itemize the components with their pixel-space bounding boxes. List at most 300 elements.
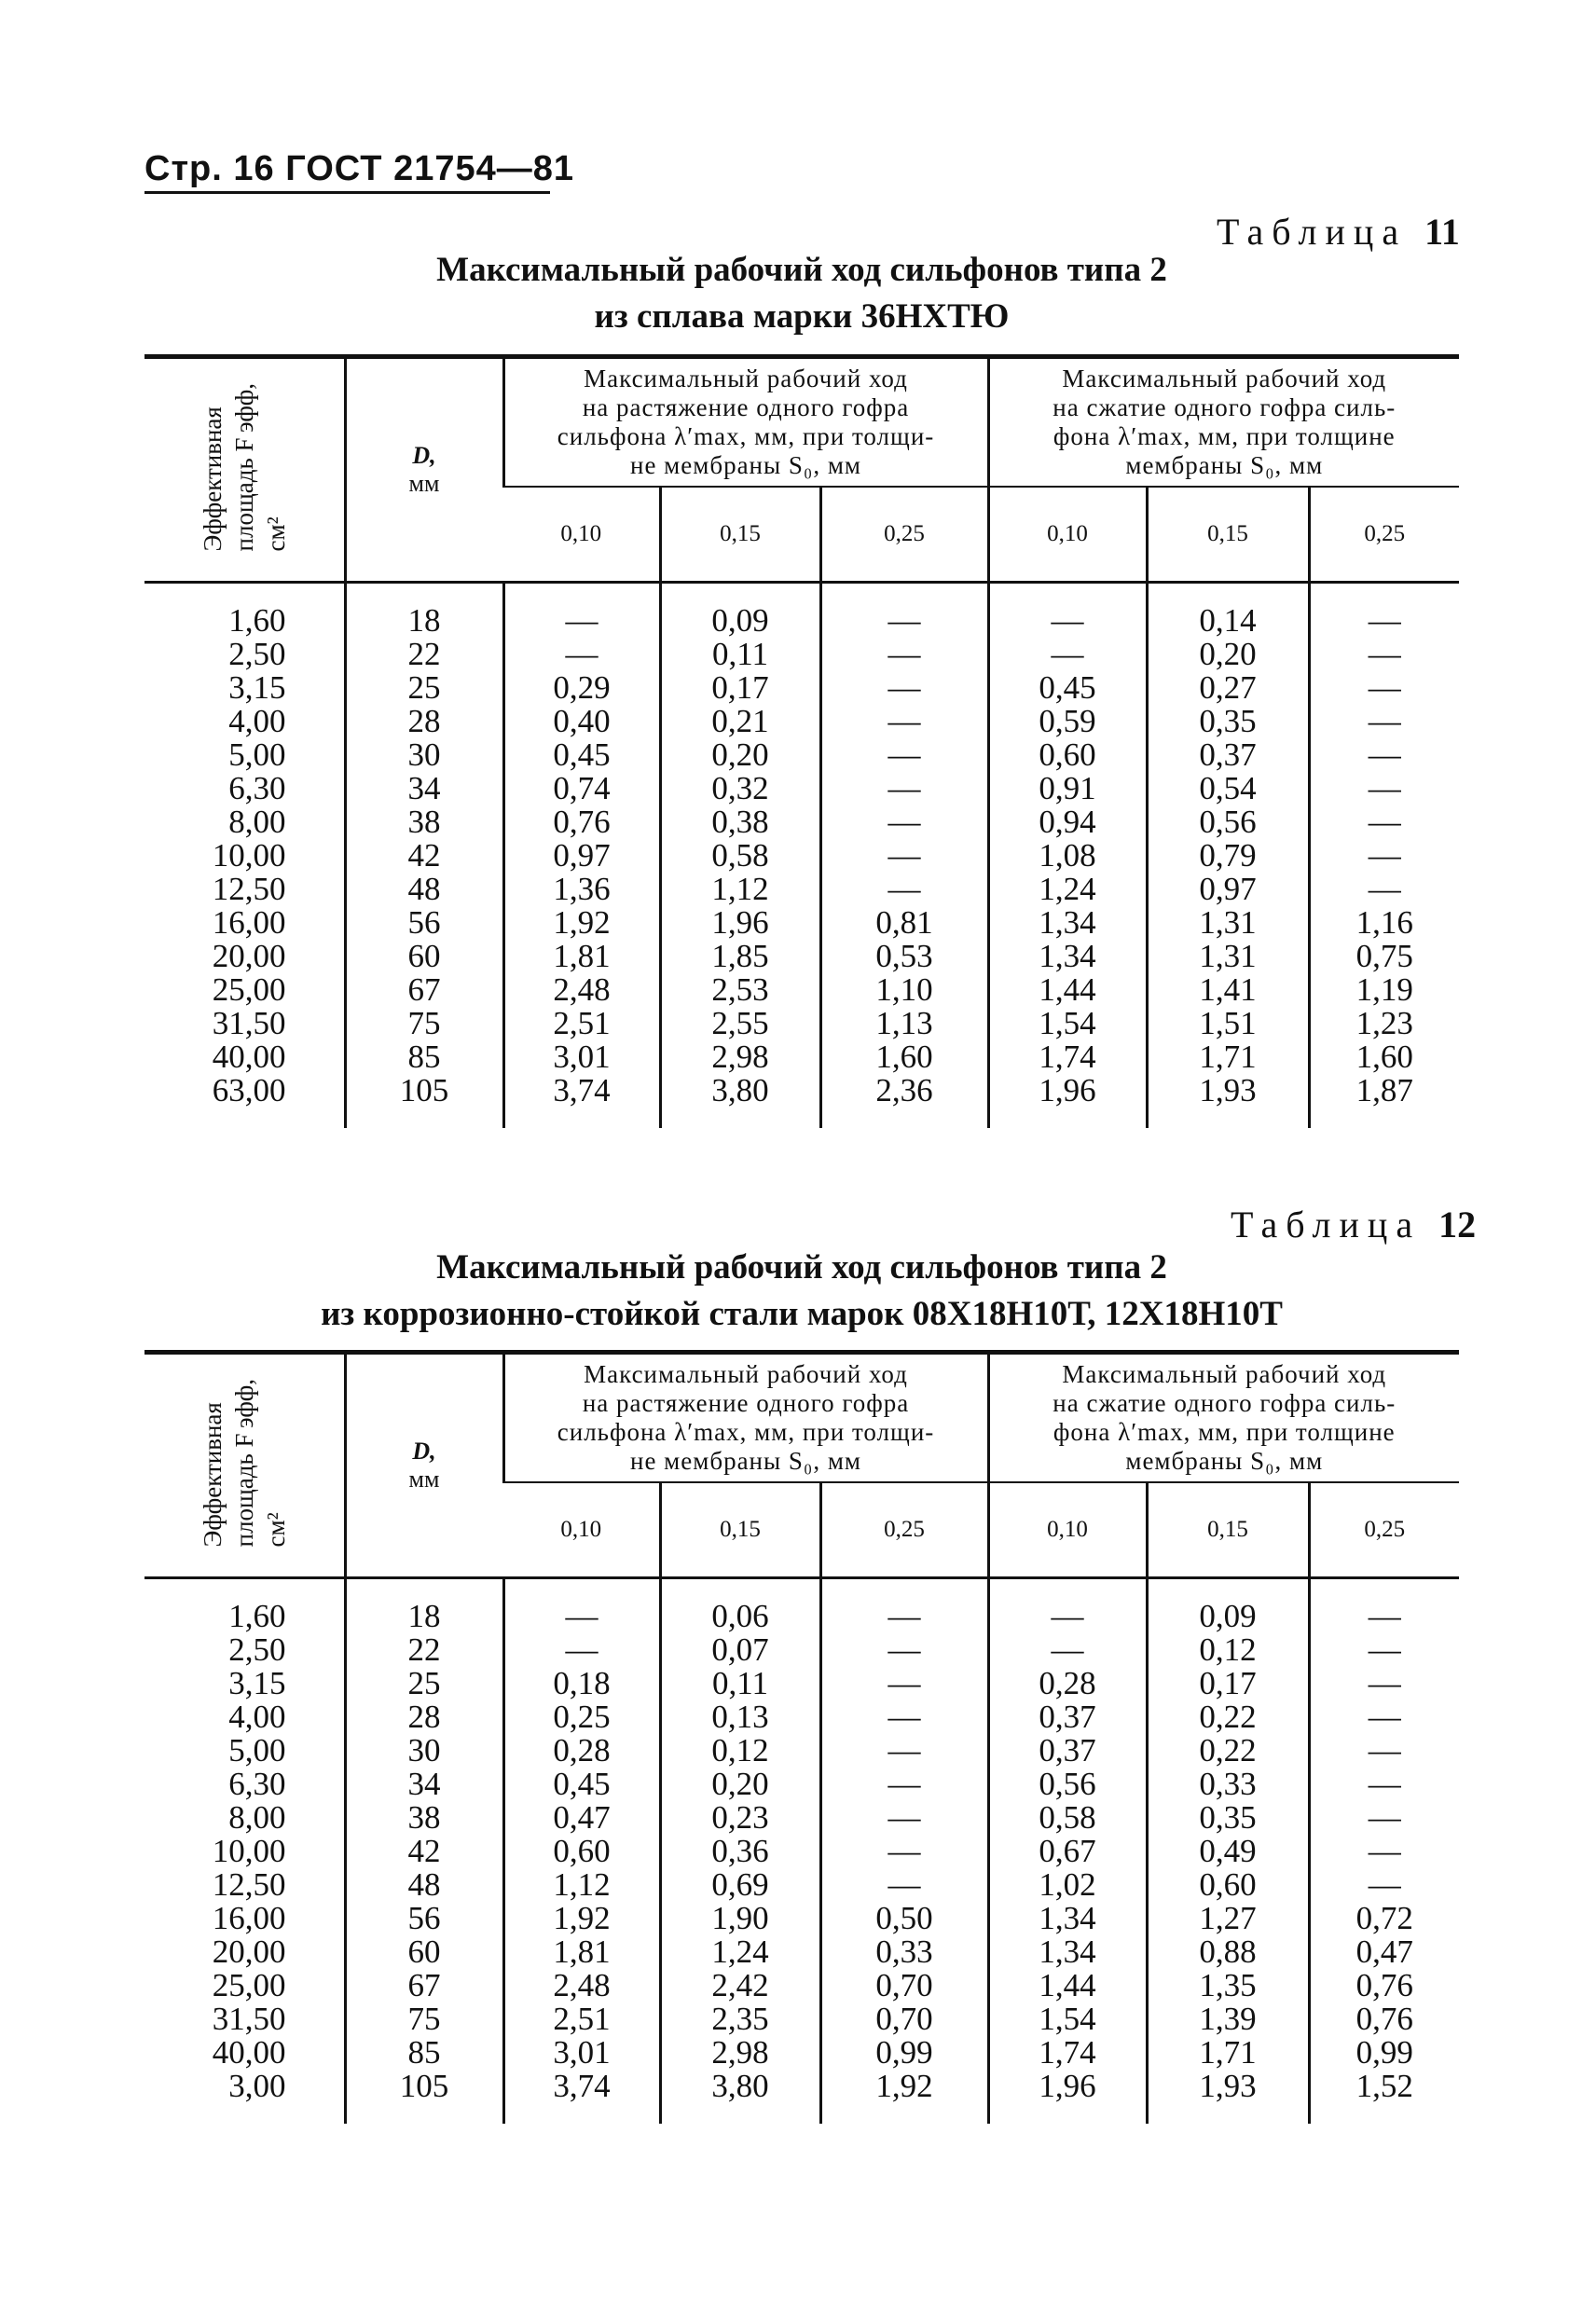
- table12-label-word: Таблица: [1231, 1204, 1422, 1245]
- table-cell: 0,76: [1355, 2001, 1413, 2037]
- table-cell: 4,00: [228, 703, 286, 739]
- table-cell: —: [887, 703, 921, 739]
- diameter-column: [345, 1578, 503, 2125]
- table-cell: 0,54: [1199, 770, 1257, 806]
- table-cell: 10,00: [212, 837, 286, 874]
- area-header-cell: [144, 357, 345, 583]
- compression-header-line-1: Максимальный рабочий ход: [1062, 1360, 1387, 1388]
- table-body-row: [144, 1578, 1459, 2125]
- table-cell: 2,50: [228, 636, 286, 672]
- table-cell: 8,00: [228, 1799, 286, 1836]
- thickness-header: 0,10: [988, 487, 1147, 583]
- table-cell: 0,74: [553, 770, 611, 806]
- table-cell: 0,40: [553, 703, 611, 739]
- table-cell: 25: [407, 1665, 441, 1701]
- table-cell: 0,12: [711, 1732, 769, 1768]
- table-cell: 0,59: [1039, 703, 1096, 739]
- table-cell: 3,00: [228, 2068, 286, 2104]
- table-cell: 1,60: [228, 1598, 286, 1634]
- table-cell: 25,00: [212, 971, 286, 1008]
- table-cell: —: [887, 804, 921, 840]
- table-cell: 0,58: [1039, 1799, 1096, 1836]
- table11-caption-line-2: из сплава марки 36НХТЮ: [594, 297, 1010, 336]
- table-cell: 1,60: [1355, 1039, 1413, 1075]
- table-cell: —: [1368, 602, 1401, 639]
- table-cell: —: [1368, 736, 1401, 773]
- area-header-line-3: см²: [261, 1512, 290, 1548]
- table-cell: 1,51: [1199, 1005, 1257, 1041]
- table-cell: 105: [399, 2068, 449, 2104]
- compression-015-column: [1147, 583, 1309, 1129]
- table-cell: 0,35: [1199, 703, 1257, 739]
- table-cell: —: [1368, 1732, 1401, 1768]
- table-cell: 31,50: [212, 1005, 286, 1041]
- table-cell: 0,56: [1039, 1766, 1096, 1802]
- table-cell: —: [887, 602, 921, 639]
- table-cell: 1,74: [1039, 1039, 1096, 1075]
- table-cell: 0,97: [1199, 871, 1257, 907]
- table-cell: 1,54: [1039, 1005, 1096, 1041]
- table-cell: 12,50: [212, 1866, 286, 1903]
- diameter-header-symbol: D,: [412, 1438, 436, 1465]
- compression-header-line-3: фона λ′max, мм, при толщине: [1053, 422, 1396, 450]
- table-cell: 0,60: [1039, 736, 1096, 773]
- area-header: [197, 1379, 292, 1547]
- table-cell: 1,96: [711, 904, 769, 941]
- table-cell: 1,71: [1199, 2034, 1257, 2071]
- diameter-header-symbol: D,: [412, 442, 436, 469]
- table11-number: 11: [1424, 211, 1460, 253]
- table-cell: —: [887, 1833, 921, 1869]
- tension-015-column: [660, 583, 820, 1129]
- tension-header-cell: [503, 357, 988, 488]
- table-cell: 1,34: [1039, 938, 1096, 974]
- table-cell: —: [887, 837, 921, 874]
- table-cell: —: [565, 1598, 598, 1634]
- table-cell: —: [887, 770, 921, 806]
- thickness-header: 0,15: [1147, 1482, 1309, 1578]
- table-cell: 0,20: [711, 736, 769, 773]
- tension-header-line-2: на растяжение одного гофра: [582, 393, 910, 421]
- table-cell: 56: [407, 904, 441, 941]
- table-cell: 0,23: [711, 1799, 769, 1836]
- table-cell: 38: [407, 804, 441, 840]
- table-cell: 1,24: [1039, 871, 1096, 907]
- header-underline: [144, 191, 550, 194]
- table-cell: 1,08: [1039, 837, 1096, 874]
- table-cell: 0,45: [1039, 669, 1096, 706]
- table-cell: —: [1368, 1631, 1401, 1668]
- table-cell: 40,00: [212, 2034, 286, 2071]
- table-cell: —: [887, 1866, 921, 1903]
- compression-025-column: [1309, 1578, 1459, 2125]
- table-cell: 0,21: [711, 703, 769, 739]
- table-cell: 6,30: [228, 770, 286, 806]
- table-cell: 1,52: [1355, 2068, 1413, 2104]
- table-cell: 75: [407, 1005, 441, 1041]
- table-cell: 0,07: [711, 1631, 769, 1668]
- table-cell: —: [1368, 804, 1401, 840]
- diameter-header: [347, 1438, 502, 1493]
- table-cell: —: [1051, 602, 1084, 639]
- compression-025-column: [1309, 583, 1459, 1129]
- table-cell: 1,93: [1199, 1072, 1257, 1108]
- tension-header-line-3: сильфона λ′max, мм, при толщи-: [557, 422, 935, 450]
- table-cell: 0,53: [875, 938, 933, 974]
- table-cell: 1,19: [1355, 971, 1413, 1008]
- table-cell: 0,20: [1199, 636, 1257, 672]
- thickness-header: 0,15: [660, 487, 820, 583]
- table-cell: —: [1368, 837, 1401, 874]
- thickness-header: 0,10: [503, 487, 660, 583]
- diameter-header-unit: мм: [408, 470, 440, 497]
- table-cell: 0,97: [553, 837, 611, 874]
- table-cell: 0,14: [1199, 602, 1257, 639]
- table-cell: 1,81: [553, 938, 611, 974]
- table11-caption-line-1: Максимальный рабочий ход сильфонов типа 2: [436, 251, 1167, 289]
- table-cell: 3,15: [228, 669, 286, 706]
- tension-header-line-2: на растяжение одного гофра: [582, 1389, 910, 1417]
- table-cell: 0,20: [711, 1766, 769, 1802]
- table-cell: —: [887, 636, 921, 672]
- table-cell: 1,34: [1039, 1900, 1096, 1936]
- diameter-header: [347, 442, 502, 498]
- table-cell: 0,33: [875, 1934, 933, 1970]
- table-cell: 1,16: [1355, 904, 1413, 941]
- table-cell: 38: [407, 1799, 441, 1836]
- table-cell: —: [1368, 669, 1401, 706]
- table-cell: 20,00: [212, 938, 286, 974]
- table-cell: 1,87: [1355, 1072, 1413, 1108]
- table-cell: —: [565, 1631, 598, 1668]
- table-cell: 1,92: [875, 2068, 933, 2104]
- table-cell: 1,96: [1039, 1072, 1096, 1108]
- table-cell: 1,27: [1199, 1900, 1257, 1936]
- table-cell: 25,00: [212, 1967, 286, 2003]
- table12-caption-line-2: из коррозионно-стойкой стали марок 08Х18Н10Т, 12Х18Н10Т: [321, 1295, 1283, 1333]
- table-cell: —: [565, 602, 598, 639]
- table-cell: 1,02: [1039, 1866, 1096, 1903]
- table-cell: —: [887, 1766, 921, 1802]
- table-cell: 18: [407, 1598, 441, 1634]
- area-header-line-2: площадь F эфф,: [229, 1379, 258, 1548]
- table-cell: 60: [407, 938, 441, 974]
- thickness-header: 0,25: [820, 487, 988, 583]
- table-cell: 67: [407, 1967, 441, 2003]
- table-cell: 0,29: [553, 669, 611, 706]
- table-cell: 0,36: [711, 1833, 769, 1869]
- table-cell: 75: [407, 2001, 441, 2037]
- table-cell: 3,01: [553, 2034, 611, 2071]
- table-cell: —: [1368, 1598, 1401, 1634]
- table-cell: —: [887, 1799, 921, 1836]
- table-cell: 0,79: [1199, 837, 1257, 874]
- table-cell: 0,37: [1039, 1699, 1096, 1735]
- diameter-header-cell: [345, 1353, 503, 1578]
- table-cell: 1,31: [1199, 938, 1257, 974]
- table-cell: 0,99: [875, 2034, 933, 2071]
- diameter-header-cell: [345, 357, 503, 583]
- table-cell: —: [887, 669, 921, 706]
- table-cell: 1,54: [1039, 2001, 1096, 2037]
- thickness-header: 0,25: [1309, 1482, 1459, 1578]
- table-cell: 2,51: [553, 2001, 611, 2037]
- table-cell: 1,93: [1199, 2068, 1257, 2104]
- table-cell: 0,28: [1039, 1665, 1096, 1701]
- table-cell: 20,00: [212, 1934, 286, 1970]
- table-cell: 2,35: [711, 2001, 769, 2037]
- table-cell: 0,69: [711, 1866, 769, 1903]
- table-cell: 1,34: [1039, 1934, 1096, 1970]
- table-cell: 0,76: [1355, 1967, 1413, 2003]
- table-cell: 0,12: [1199, 1631, 1257, 1668]
- table-cell: 0,45: [553, 1766, 611, 1802]
- table-cell: 0,75: [1355, 938, 1413, 974]
- table-cell: —: [1051, 636, 1084, 672]
- table-cell: 42: [407, 1833, 441, 1869]
- table-cell: 34: [407, 1766, 441, 1802]
- table-cell: —: [887, 871, 921, 907]
- table-cell: 1,12: [711, 871, 769, 907]
- table-cell: 60: [407, 1934, 441, 1970]
- table-cell: 31,50: [212, 2001, 286, 2037]
- table-cell: 1,34: [1039, 904, 1096, 941]
- table-cell: —: [887, 736, 921, 773]
- tension-header-line-4: не мембраны S₀, мм: [630, 1447, 862, 1475]
- table-cell: —: [887, 1631, 921, 1668]
- table-cell: 22: [407, 636, 441, 672]
- area-column: [144, 1578, 345, 2125]
- table-cell: 0,06: [711, 1598, 769, 1634]
- table-cell: 0,56: [1199, 804, 1257, 840]
- table-cell: 0,17: [711, 669, 769, 706]
- table-cell: 1,90: [711, 1900, 769, 1936]
- table-cell: —: [1368, 1766, 1401, 1802]
- tension-header: [505, 1355, 987, 1481]
- table-cell: 1,36: [553, 871, 611, 907]
- table-cell: —: [1368, 703, 1401, 739]
- compression-header-line-4: мембраны S₀, мм: [1125, 451, 1324, 479]
- table-cell: —: [1368, 1833, 1401, 1869]
- table-cell: 0,25: [553, 1699, 611, 1735]
- table-cell: 12,50: [212, 871, 286, 907]
- table-cell: —: [887, 1598, 921, 1634]
- table12: [144, 1350, 1459, 2124]
- table-cell: 3,80: [711, 1072, 769, 1108]
- table-cell: 48: [407, 1866, 441, 1903]
- table-cell: 0,37: [1199, 736, 1257, 773]
- table11-label-word: Таблица: [1217, 211, 1408, 253]
- table-cell: 0,11: [712, 636, 768, 672]
- table12-caption-line-1: Максимальный рабочий ход сильфонов типа 2: [436, 1248, 1167, 1287]
- table-cell: —: [1368, 1866, 1401, 1903]
- compression-015-column: [1147, 1578, 1309, 2125]
- table-cell: 2,42: [711, 1967, 769, 2003]
- table-cell: 1,74: [1039, 2034, 1096, 2071]
- table-cell: 0,60: [553, 1833, 611, 1869]
- table-cell: 25: [407, 669, 441, 706]
- table-cell: 30: [407, 736, 441, 773]
- table11-caption: [144, 247, 1459, 340]
- table-cell: 0,35: [1199, 1799, 1257, 1836]
- table-cell: 1,85: [711, 938, 769, 974]
- area-column: [144, 583, 345, 1129]
- tension-015-column: [660, 1578, 820, 2125]
- thickness-header: 0,25: [1309, 487, 1459, 583]
- table-cell: 3,74: [553, 2068, 611, 2104]
- table-cell: 1,71: [1199, 1039, 1257, 1075]
- table-cell: 0,27: [1199, 669, 1257, 706]
- area-header-cell: [144, 1353, 345, 1578]
- table-cell: 0,17: [1199, 1665, 1257, 1701]
- table-cell: 3,15: [228, 1665, 286, 1701]
- table-cell: 0,70: [875, 1967, 933, 2003]
- tension-025-column: [820, 1578, 988, 2125]
- table-cell: 1,81: [553, 1934, 611, 1970]
- compression-header-line-4: мембраны S₀, мм: [1125, 1447, 1324, 1475]
- table-cell: 1,44: [1039, 1967, 1096, 2003]
- table-cell: 5,00: [228, 1732, 286, 1768]
- area-header: [197, 383, 292, 551]
- page-header: Стр. 16 ГОСТ 21754—81: [144, 149, 575, 188]
- table-cell: 2,48: [553, 971, 611, 1008]
- table-cell: 1,39: [1199, 2001, 1257, 2037]
- table-cell: 0,18: [553, 1665, 611, 1701]
- table-cell: —: [1368, 770, 1401, 806]
- table-cell: 48: [407, 871, 441, 907]
- area-header-line-3: см²: [261, 516, 290, 552]
- table-cell: 0,32: [711, 770, 769, 806]
- table-cell: 85: [407, 1039, 441, 1075]
- table-cell: 56: [407, 1900, 441, 1936]
- table-cell: 0,76: [553, 804, 611, 840]
- table12-label: [1231, 1203, 1476, 1246]
- table-cell: 0,50: [875, 1900, 933, 1936]
- thickness-header: 0,10: [503, 1482, 660, 1578]
- table-cell: 1,13: [875, 1005, 933, 1041]
- table-cell: 0,22: [1199, 1732, 1257, 1768]
- table-cell: 0,91: [1039, 770, 1096, 806]
- thickness-header: 0,25: [820, 1482, 988, 1578]
- table-cell: 40,00: [212, 1039, 286, 1075]
- area-header-line-2: площадь F эфф,: [229, 383, 258, 552]
- tension-010-column: [503, 583, 660, 1129]
- table12-number: 12: [1438, 1204, 1477, 1245]
- table-cell: 0,47: [553, 1799, 611, 1836]
- table-cell: 2,53: [711, 971, 769, 1008]
- table-cell: 1,24: [711, 1934, 769, 1970]
- table-cell: 1,10: [875, 971, 933, 1008]
- table-cell: 1,12: [553, 1866, 611, 1903]
- table-cell: 4,00: [228, 1699, 286, 1735]
- table-cell: 0,49: [1199, 1833, 1257, 1869]
- table-cell: 63,00: [212, 1072, 286, 1108]
- table-cell: 0,38: [711, 804, 769, 840]
- tension-header-cell: [503, 1353, 988, 1483]
- table-cell: —: [1051, 1598, 1084, 1634]
- table-cell: —: [1368, 871, 1401, 907]
- table-cell: 105: [399, 1072, 449, 1108]
- area-header-line-1: Эффективная: [198, 406, 227, 552]
- table-cell: 0,99: [1355, 2034, 1413, 2071]
- table-cell: 30: [407, 1732, 441, 1768]
- tension-025-column: [820, 583, 988, 1129]
- table-cell: 28: [407, 703, 441, 739]
- table-cell: 22: [407, 1631, 441, 1668]
- tension-010-column: [503, 1578, 660, 2125]
- table12-caption: [144, 1245, 1459, 1338]
- table-cell: —: [565, 636, 598, 672]
- table-cell: 0,67: [1039, 1833, 1096, 1869]
- table-cell: 3,80: [711, 2068, 769, 2104]
- table-cell: 2,50: [228, 1631, 286, 1668]
- tension-header-line-1: Максимальный рабочий ход: [584, 1360, 908, 1388]
- table-cell: 1,35: [1199, 1967, 1257, 2003]
- table-cell: 0,47: [1355, 1934, 1413, 1970]
- table-cell: 0,11: [712, 1665, 768, 1701]
- area-header-line-1: Эффективная: [198, 1402, 227, 1548]
- table-cell: 0,33: [1199, 1766, 1257, 1802]
- table-cell: —: [1368, 636, 1401, 672]
- table-cell: 0,60: [1199, 1866, 1257, 1903]
- table-cell: 0,37: [1039, 1732, 1096, 1768]
- table-cell: —: [1368, 1665, 1401, 1701]
- table-cell: 34: [407, 770, 441, 806]
- table-cell: —: [1051, 1631, 1084, 1668]
- table-cell: 6,30: [228, 1766, 286, 1802]
- compression-header-line-3: фона λ′max, мм, при толщине: [1053, 1418, 1396, 1446]
- compression-010-column: [988, 583, 1147, 1129]
- table-body-row: [144, 583, 1459, 1129]
- table-cell: 8,00: [228, 804, 286, 840]
- table-cell: 5,00: [228, 736, 286, 773]
- tension-header-line-3: сильфона λ′max, мм, при толщи-: [557, 1418, 935, 1446]
- table-cell: 1,92: [553, 904, 611, 941]
- table-cell: —: [887, 1732, 921, 1768]
- table-cell: 3,74: [553, 1072, 611, 1108]
- table-cell: 2,36: [875, 1072, 933, 1108]
- diameter-column: [345, 583, 503, 1129]
- table-cell: 0,70: [875, 2001, 933, 2037]
- compression-header-line-2: на сжатие одного гофра силь-: [1053, 1389, 1396, 1417]
- tension-header: [505, 359, 987, 486]
- table-cell: 16,00: [212, 1900, 286, 1936]
- table-cell: 0,45: [553, 736, 611, 773]
- table-cell: 1,44: [1039, 971, 1096, 1008]
- table-cell: 3,01: [553, 1039, 611, 1075]
- thickness-header: 0,10: [988, 1482, 1147, 1578]
- table-cell: 1,60: [228, 602, 286, 639]
- table-cell: 28: [407, 1699, 441, 1735]
- table-cell: 0,81: [875, 904, 933, 941]
- table-cell: 10,00: [212, 1833, 286, 1869]
- tension-header-line-1: Максимальный рабочий ход: [584, 365, 908, 392]
- table-cell: —: [887, 1665, 921, 1701]
- table-cell: 1,92: [553, 1900, 611, 1936]
- table-cell: 0,13: [711, 1699, 769, 1735]
- compression-010-column: [988, 1578, 1147, 2125]
- table-cell: —: [1368, 1699, 1401, 1735]
- compression-header: [990, 359, 1460, 486]
- table-cell: 16,00: [212, 904, 286, 941]
- table-cell: 0,58: [711, 837, 769, 874]
- table-cell: 18: [407, 602, 441, 639]
- table-cell: 0,72: [1355, 1900, 1413, 1936]
- table-cell: 1,31: [1199, 904, 1257, 941]
- table11: [144, 354, 1459, 1128]
- table-cell: 42: [407, 837, 441, 874]
- table-cell: 0,09: [711, 602, 769, 639]
